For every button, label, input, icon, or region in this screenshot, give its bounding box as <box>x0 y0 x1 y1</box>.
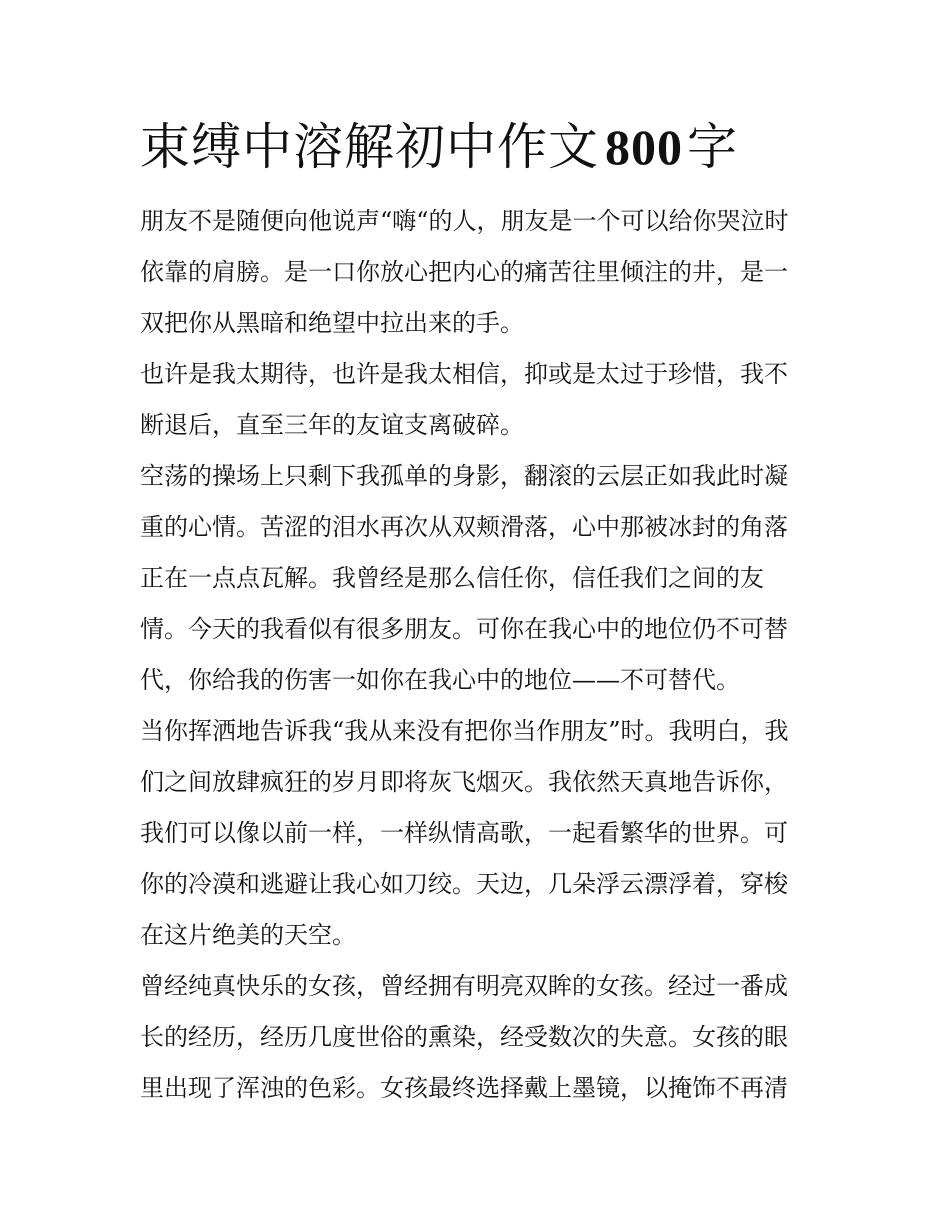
text-line: 代，你给我的伤害一如你在我心中的地位——不可替代。 <box>140 666 740 694</box>
text-line: 依靠的肩膀。是一口你放心把内心的痛苦往里倾注的井，是一 <box>140 258 788 286</box>
title-main-text: 束缚中溶解初中作文 <box>140 118 599 176</box>
text-line: 在这片绝美的天空。 <box>140 921 356 949</box>
text-line: 当你挥洒地告诉我“我从来没有把你当作朋友”时。我明白，我 <box>140 717 789 745</box>
text-line: 我们可以像以前一样，一样纵情高歌，一起看繁华的世界。可 <box>140 819 788 847</box>
page-title <box>140 116 738 178</box>
text-line: 正在一点点瓦解。我曾经是那么信任你，信任我们之间的友 <box>140 564 764 592</box>
text-line: 双把你从黑暗和绝望中拉出来的手。 <box>140 309 524 337</box>
text-line: 曾经纯真快乐的女孩，曾经拥有明亮双眸的女孩。经过一番成 <box>140 972 788 1000</box>
text-line: 也许是我太期待，也许是我太相信，抑或是太过于珍惜，我不 <box>140 360 788 388</box>
text-line: 长的经历，经历几度世俗的熏染，经受数次的失意。女孩的眼 <box>140 1023 788 1051</box>
essay-body <box>140 196 820 1114</box>
text-line: 里出现了浑浊的色彩。女孩最终选择戴上墨镜，以掩饰不再清 <box>140 1074 788 1102</box>
text-line: 空荡的操场上只剩下我孤单的身影，翻滚的云层正如我此时凝 <box>140 462 788 490</box>
text-line: 们之间放肆疯狂的岁月即将灰飞烟灭。我依然天真地告诉你， <box>140 768 788 796</box>
text-line: 重的心情。苦涩的泪水再次从双颊滑落，心中那被冰封的角落 <box>140 513 788 541</box>
text-line: 你的冷漠和逃避让我心如刀绞。天边，几朵浮云漂浮着，穿梭 <box>140 870 788 898</box>
title-suffix-text: 字 <box>687 118 738 176</box>
text-line: 断退后，直至三年的友谊支离破碎。 <box>140 411 524 439</box>
text-line: 朋友不是随便向他说声“嗨“的人，朋友是一个可以给你哭泣时 <box>140 207 789 235</box>
title-number: 800 <box>605 119 683 175</box>
text-line: 情。今天的我看似有很多朋友。可你在我心中的地位仍不可替 <box>140 615 788 643</box>
